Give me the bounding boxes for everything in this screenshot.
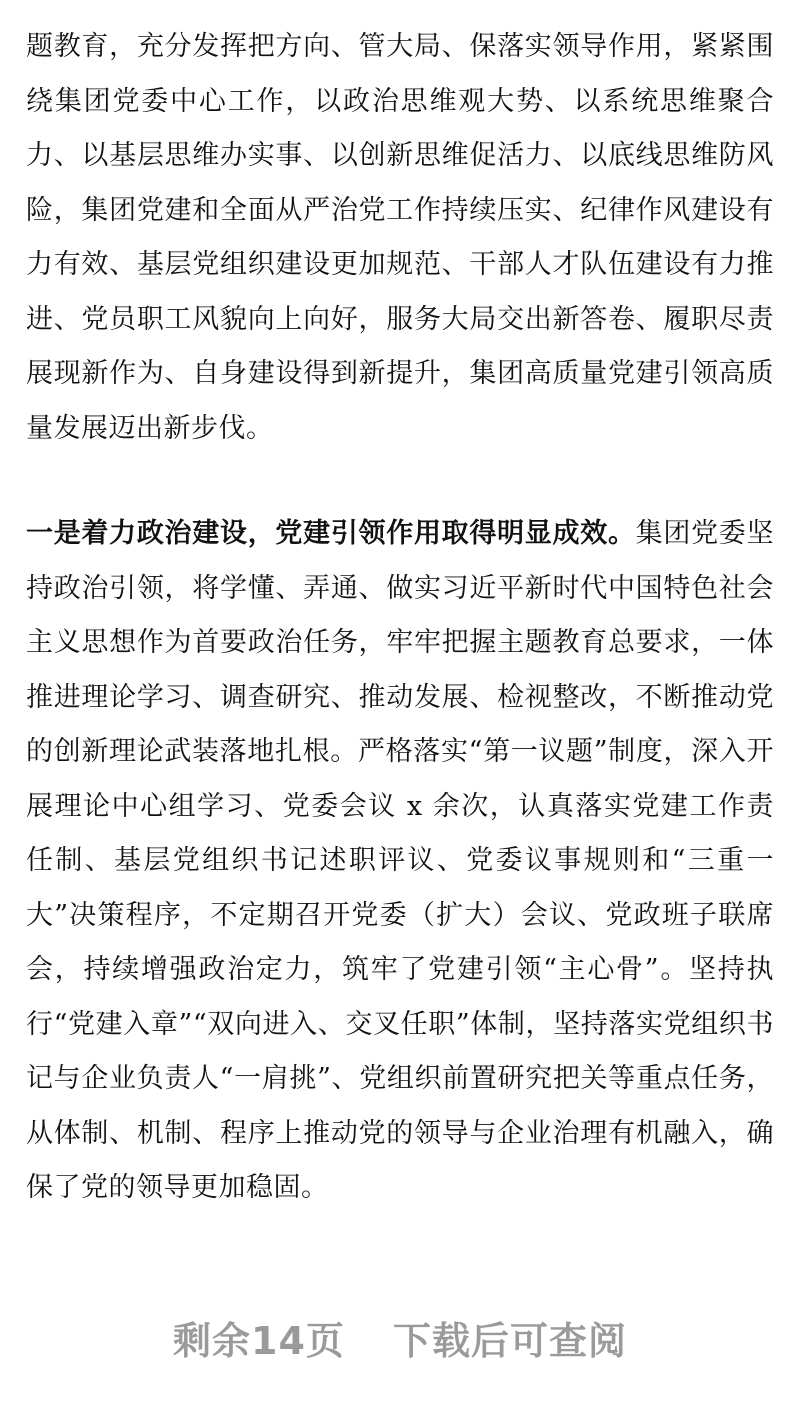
remaining-pages-text: 剩余14页 xyxy=(173,1319,345,1363)
paragraph-1 xyxy=(26,20,774,456)
paragraph-2-body: 集团党委坚持政治引领，将学懂、弄通、做实习近平新时代中国特色社会主义思想作为首要政治任务，牢牢把握主题教育总要求，一体推进理论学习、调查研究、推动发展、检视整改，不断推动党的创新理论武装落地扎根。严格落实“第一议题”制度，深入开展理论中心组学习、党委会议 x 余次，认真落实党建工作责任制、基层党组织书记述职评议、党委议事规则和“三重一大”决策程序，不定期召开党委（扩大）会议、党政班子联席会，持续增强政治定力，筑牢了党建引领“主心骨”。坚持执行“党建入章”“双向进入、交叉任职”体制，坚持落实党组织书记与企业负责人“一肩挑”、党组织前置研究把关等重点任务，从体制、机制、程序上推动党的领导与企业治理有机融入，确保了党的领导更加稳固。 xyxy=(26,518,775,1203)
paragraph-2 xyxy=(26,507,774,1216)
download-banner[interactable] xyxy=(0,1310,800,1365)
download-to-view-text[interactable]: 下载后可查阅 xyxy=(392,1319,627,1363)
paragraph-1-text: 题教育，充分发挥把方向、管大局、保落实领导作用，紧紧围绕集团党委中心工作，以政治思维观大势、以系统思维聚合力、以基层思维办实事、以创新思维促活力、以底线思维防风险，集团党建和全面从严治党工作持续压实、纪律作风建设有力有效、基层党组织建设更加规范、干部人才队伍建设有力推进、党员职工风貌向上向好，服务大局交出新答卷、履职尽责展现新作为、自身建设得到新提升，集团高质量党建引领高质量发展迈出新步伐。 xyxy=(26,31,774,444)
paragraph-2-lead: 一是着力政治建设，党建引领作用取得明显成效。 xyxy=(26,518,636,549)
